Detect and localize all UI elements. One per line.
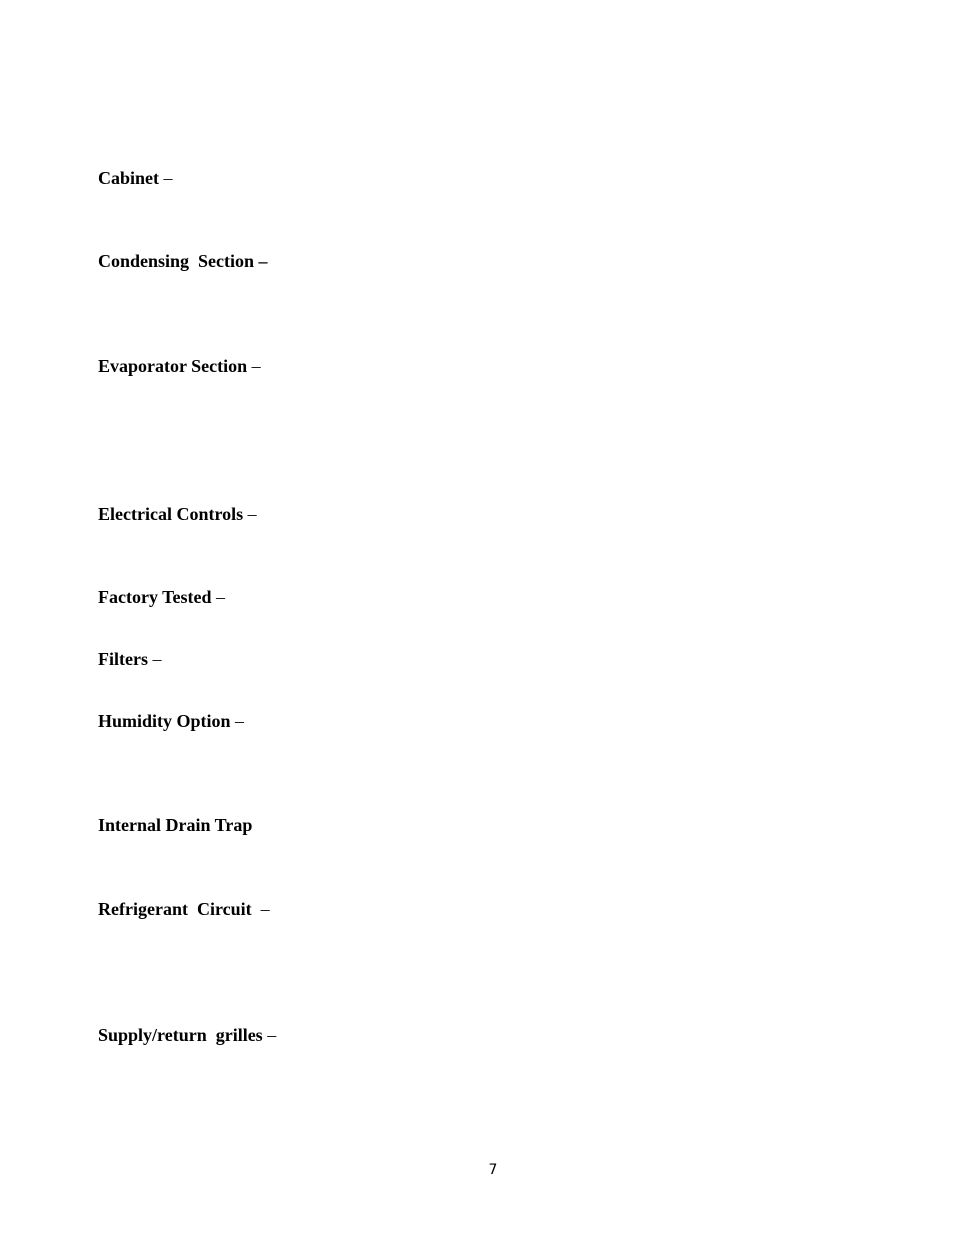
section-heading-label: Supply/return grilles [98, 1025, 263, 1045]
section-heading-label: Internal Drain Trap [98, 815, 253, 835]
section-heading-humidity-option [98, 710, 244, 732]
section-heading-separator: – [254, 251, 268, 271]
section-heading-separator: – [262, 1025, 277, 1045]
section-heading-separator: – [247, 356, 261, 376]
section-heading-separator: – [251, 899, 270, 919]
section-heading-label: Humidity Option [98, 711, 231, 731]
section-heading-evaporator-section [98, 355, 261, 377]
section-heading-label: Condensing Section [98, 251, 255, 271]
section-heading-separator: – [243, 504, 257, 524]
section-heading-refrigerant-circuit [98, 898, 270, 920]
section-heading-internal-drain-trap [98, 814, 252, 836]
section-heading-label: Evaporator Section [98, 356, 248, 376]
section-heading-label: Electrical Controls [98, 504, 244, 524]
section-heading-condensing-section [98, 250, 268, 272]
section-heading-factory-tested [98, 586, 225, 608]
page-number: 7 [488, 1162, 498, 1178]
section-heading-filters [98, 648, 161, 670]
section-heading-label: Cabinet [98, 168, 160, 188]
section-heading-separator: – [230, 711, 245, 731]
section-heading-supply-return-grilles [98, 1024, 276, 1046]
section-heading-label: Refrigerant Circuit [98, 899, 252, 919]
section-heading-electrical-controls [98, 503, 257, 525]
section-heading-label: Filters [98, 649, 148, 669]
section-heading-separator: – [159, 168, 173, 188]
section-heading-cabinet [98, 167, 173, 189]
section-heading-separator: – [147, 649, 162, 669]
section-heading-label: Factory Tested [98, 587, 212, 607]
section-heading-separator: – [211, 587, 225, 607]
